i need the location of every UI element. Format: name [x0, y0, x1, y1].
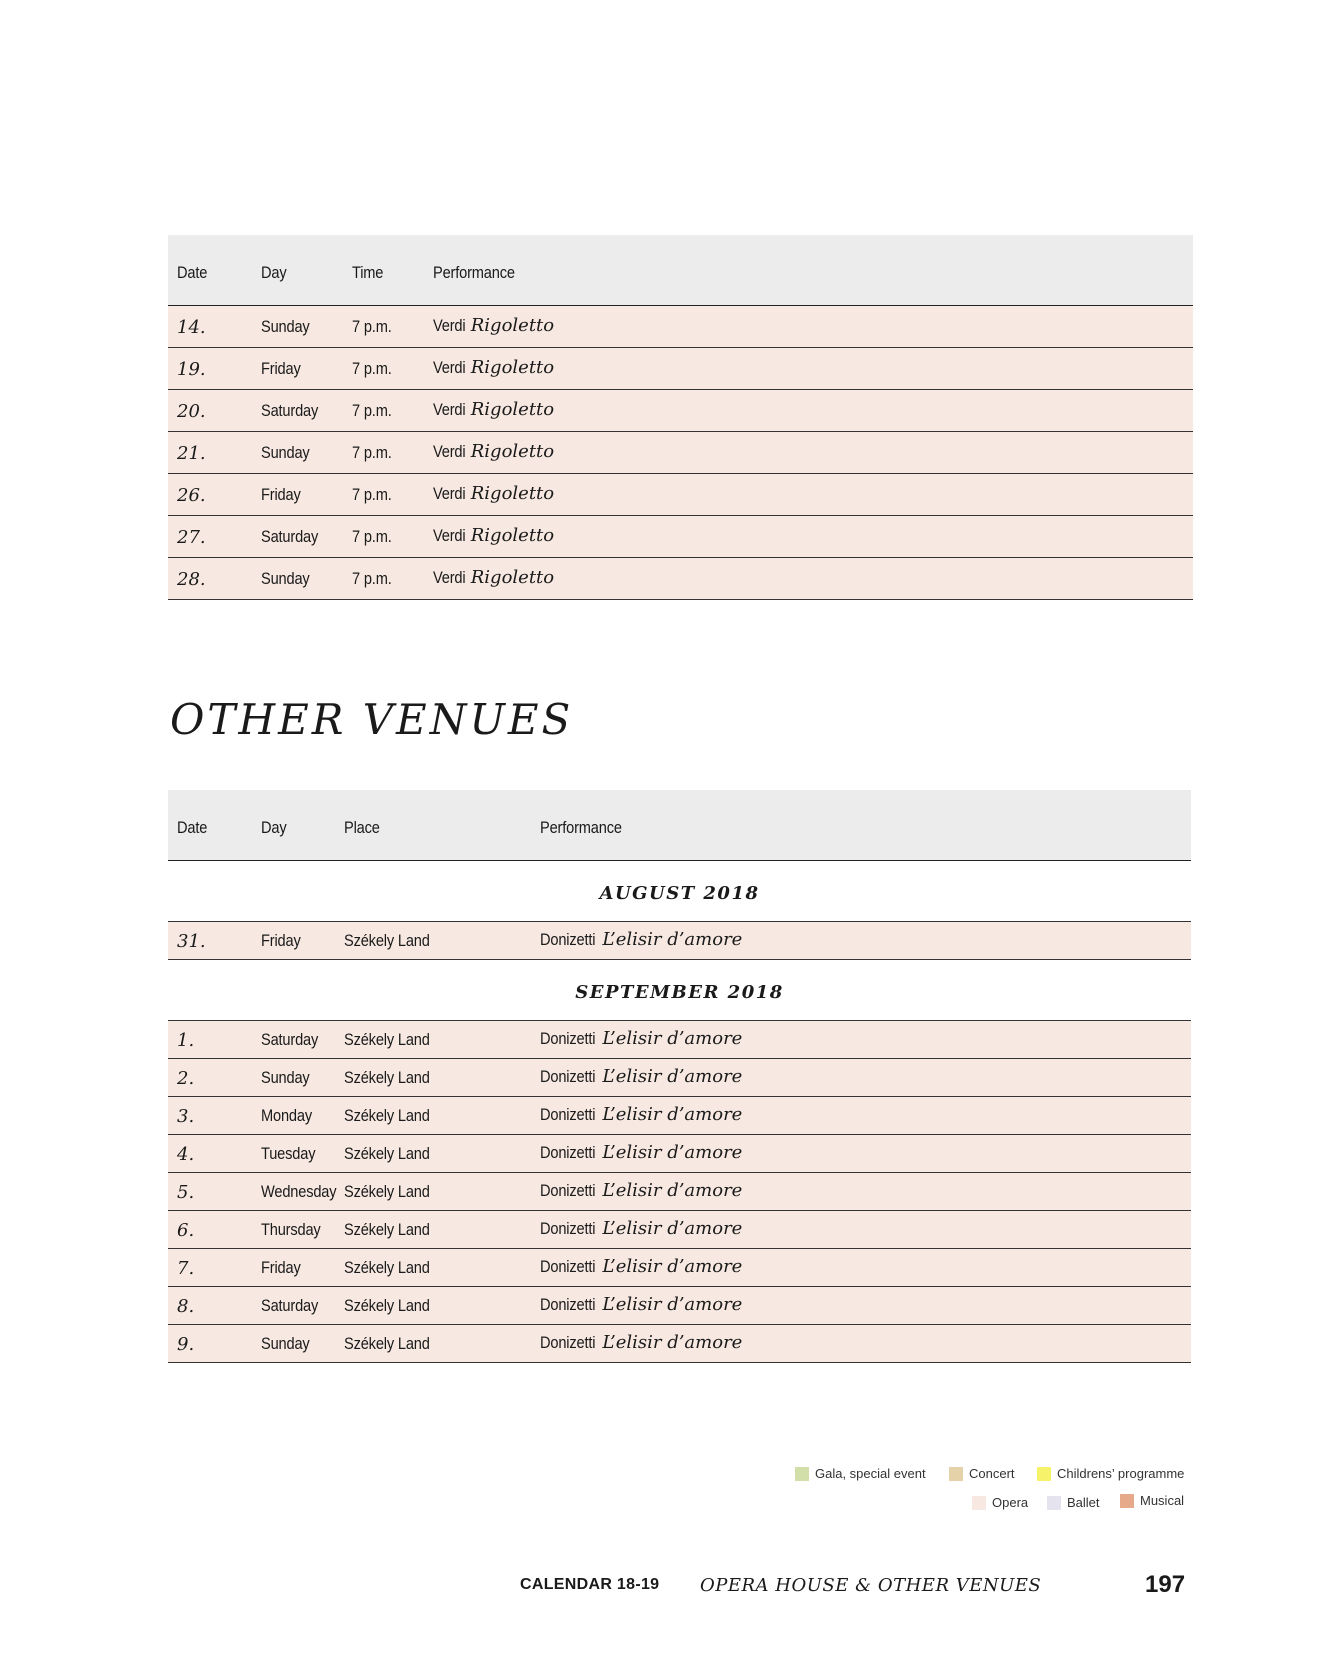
header-performance: Performance	[540, 818, 622, 837]
legend-gala: Gala, special event	[795, 1466, 926, 1481]
row-place: Székely Land	[344, 1030, 430, 1049]
row-composer: Donizetti	[540, 1029, 596, 1048]
row-composer: Verdi	[433, 358, 466, 377]
row-place: Székely Land	[344, 1220, 430, 1239]
row-performance	[433, 315, 554, 336]
row-composer: Donizetti	[540, 1257, 596, 1276]
row-performance	[540, 929, 742, 950]
row-work-title: L’elisir d’amore	[602, 1180, 743, 1201]
row-composer: Donizetti	[540, 1333, 596, 1352]
opera-swatch-icon	[972, 1496, 986, 1510]
table-row	[168, 1287, 1191, 1325]
other-venues-table-header	[168, 790, 1191, 861]
row-work-title: L’elisir d’amore	[602, 929, 743, 950]
row-date: 3.	[177, 1106, 195, 1127]
row-day: Friday	[261, 1258, 301, 1277]
header-day: Day	[261, 818, 287, 837]
row-composer: Donizetti	[540, 1105, 596, 1124]
row-date: 2.	[177, 1068, 195, 1089]
row-day: Saturday	[261, 1030, 319, 1049]
table-row	[168, 1059, 1191, 1097]
row-composer: Donizetti	[540, 1143, 596, 1162]
row-work-title: Rigoletto	[470, 567, 555, 588]
row-performance	[433, 525, 554, 546]
month-label: AUGUST 2018	[599, 883, 760, 904]
opera-table-header	[168, 235, 1193, 306]
table-row	[168, 1325, 1191, 1363]
legend-children: Childrens’ programme	[1037, 1466, 1184, 1481]
children-swatch-icon	[1037, 1467, 1051, 1481]
row-composer: Donizetti	[540, 930, 596, 949]
row-time: 7 p.m.	[352, 317, 392, 336]
row-day: Saturday	[261, 1296, 319, 1315]
row-place: Székely Land	[344, 1334, 430, 1353]
row-date: 9.	[177, 1334, 195, 1355]
table-row	[168, 306, 1193, 348]
header-time: Time	[352, 263, 384, 282]
table-row	[168, 348, 1193, 390]
row-date: 7.	[177, 1258, 195, 1279]
footer-calendar: CALENDAR 18-19	[520, 1576, 660, 1593]
row-time: 7 p.m.	[352, 569, 392, 588]
header-performance: Performance	[433, 263, 515, 282]
row-composer: Donizetti	[540, 1219, 596, 1238]
row-performance	[540, 1180, 742, 1201]
table-row	[168, 390, 1193, 432]
month-label: SEPTEMBER 2018	[575, 982, 784, 1003]
row-day: Friday	[261, 359, 301, 378]
table-row	[168, 432, 1193, 474]
row-work-title: L’elisir d’amore	[602, 1142, 743, 1163]
footer-section: OPERA HOUSE & OTHER VENUES	[700, 1574, 1042, 1596]
row-time: 7 p.m.	[352, 443, 392, 462]
row-composer: Verdi	[433, 568, 466, 587]
row-day: Friday	[261, 485, 301, 504]
row-composer: Donizetti	[540, 1295, 596, 1314]
row-work-title: Rigoletto	[470, 399, 555, 420]
row-performance	[540, 1218, 742, 1239]
other-venues-table	[168, 790, 1191, 1363]
row-date: 14.	[177, 317, 206, 338]
row-day: Monday	[261, 1106, 312, 1125]
row-time: 7 p.m.	[352, 527, 392, 546]
row-date: 27.	[177, 527, 206, 548]
row-work-title: L’elisir d’amore	[602, 1028, 743, 1049]
row-performance	[540, 1104, 742, 1125]
month-heading	[168, 960, 1191, 1021]
row-date: 4.	[177, 1144, 195, 1165]
row-performance	[540, 1294, 742, 1315]
row-date: 21.	[177, 443, 206, 464]
row-work-title: L’elisir d’amore	[602, 1104, 743, 1125]
row-date: 28.	[177, 569, 206, 590]
row-performance	[433, 441, 554, 462]
ballet-swatch-icon	[1047, 1496, 1061, 1510]
table-row	[168, 1135, 1191, 1173]
row-composer: Verdi	[433, 442, 466, 461]
legend-concert: Concert	[949, 1466, 1015, 1481]
other-venues-title: OTHER VENUES	[170, 695, 574, 744]
table-row	[168, 1211, 1191, 1249]
opera-schedule-table	[168, 235, 1193, 600]
row-day: Tuesday	[261, 1144, 316, 1163]
row-work-title: L’elisir d’amore	[602, 1218, 743, 1239]
row-work-title: L’elisir d’amore	[602, 1332, 743, 1353]
row-performance	[540, 1142, 742, 1163]
row-performance	[540, 1066, 742, 1087]
table-row	[168, 558, 1193, 600]
row-day: Sunday	[261, 1334, 310, 1353]
legend-musical: Musical	[1120, 1493, 1184, 1508]
row-place: Székely Land	[344, 1144, 430, 1163]
header-day: Day	[261, 263, 287, 282]
row-performance	[433, 399, 554, 420]
row-composer: Verdi	[433, 400, 466, 419]
row-time: 7 p.m.	[352, 359, 392, 378]
table-row	[168, 1021, 1191, 1059]
row-performance	[540, 1256, 742, 1277]
row-time: 7 p.m.	[352, 485, 392, 504]
row-day: Thursday	[261, 1220, 321, 1239]
row-day: Sunday	[261, 1068, 310, 1087]
musical-swatch-icon	[1120, 1494, 1134, 1508]
row-work-title: L’elisir d’amore	[602, 1294, 743, 1315]
row-time: 7 p.m.	[352, 401, 392, 420]
table-row	[168, 516, 1193, 558]
row-place: Székely Land	[344, 1296, 430, 1315]
legend-opera: Opera	[972, 1495, 1028, 1510]
row-performance	[540, 1028, 742, 1049]
row-composer: Donizetti	[540, 1181, 596, 1200]
row-composer: Donizetti	[540, 1067, 596, 1086]
header-date: Date	[177, 818, 208, 837]
row-date: 20.	[177, 401, 206, 422]
table-row	[168, 1097, 1191, 1135]
month-heading	[168, 861, 1191, 922]
row-composer: Verdi	[433, 484, 466, 503]
row-place: Székely Land	[344, 1068, 430, 1087]
row-day: Sunday	[261, 569, 310, 588]
header-date: Date	[177, 263, 208, 282]
row-date: 1.	[177, 1030, 195, 1051]
page-number: 197	[1145, 1571, 1186, 1598]
concert-swatch-icon	[949, 1467, 963, 1481]
row-performance	[433, 483, 554, 504]
row-composer: Verdi	[433, 316, 466, 335]
row-work-title: Rigoletto	[470, 315, 555, 336]
row-place: Székely Land	[344, 1182, 430, 1201]
row-place: Székely Land	[344, 1106, 430, 1125]
table-row	[168, 922, 1191, 960]
legend-ballet: Ballet	[1047, 1495, 1100, 1510]
row-date: 26.	[177, 485, 206, 506]
row-date: 6.	[177, 1220, 195, 1241]
row-day: Saturday	[261, 401, 319, 420]
row-work-title: Rigoletto	[470, 441, 555, 462]
table-row	[168, 1173, 1191, 1211]
row-work-title: L’elisir d’amore	[602, 1066, 743, 1087]
header-place: Place	[344, 818, 380, 837]
row-date: 8.	[177, 1296, 195, 1317]
row-day: Sunday	[261, 317, 310, 336]
row-day: Wednesday	[261, 1182, 337, 1201]
row-day: Friday	[261, 931, 301, 950]
table-row	[168, 1249, 1191, 1287]
row-composer: Verdi	[433, 526, 466, 545]
table-row	[168, 474, 1193, 516]
row-performance	[433, 567, 554, 588]
row-work-title: Rigoletto	[470, 525, 555, 546]
row-date: 19.	[177, 359, 206, 380]
row-day: Sunday	[261, 443, 310, 462]
row-work-title: Rigoletto	[470, 483, 555, 504]
row-performance	[433, 357, 554, 378]
row-day: Saturday	[261, 527, 319, 546]
row-work-title: Rigoletto	[470, 357, 555, 378]
row-performance	[540, 1332, 742, 1353]
gala-swatch-icon	[795, 1467, 809, 1481]
row-date: 31.	[177, 931, 206, 952]
row-date: 5.	[177, 1182, 195, 1203]
row-place: Székely Land	[344, 931, 430, 950]
row-work-title: L’elisir d’amore	[602, 1256, 743, 1277]
row-place: Székely Land	[344, 1258, 430, 1277]
